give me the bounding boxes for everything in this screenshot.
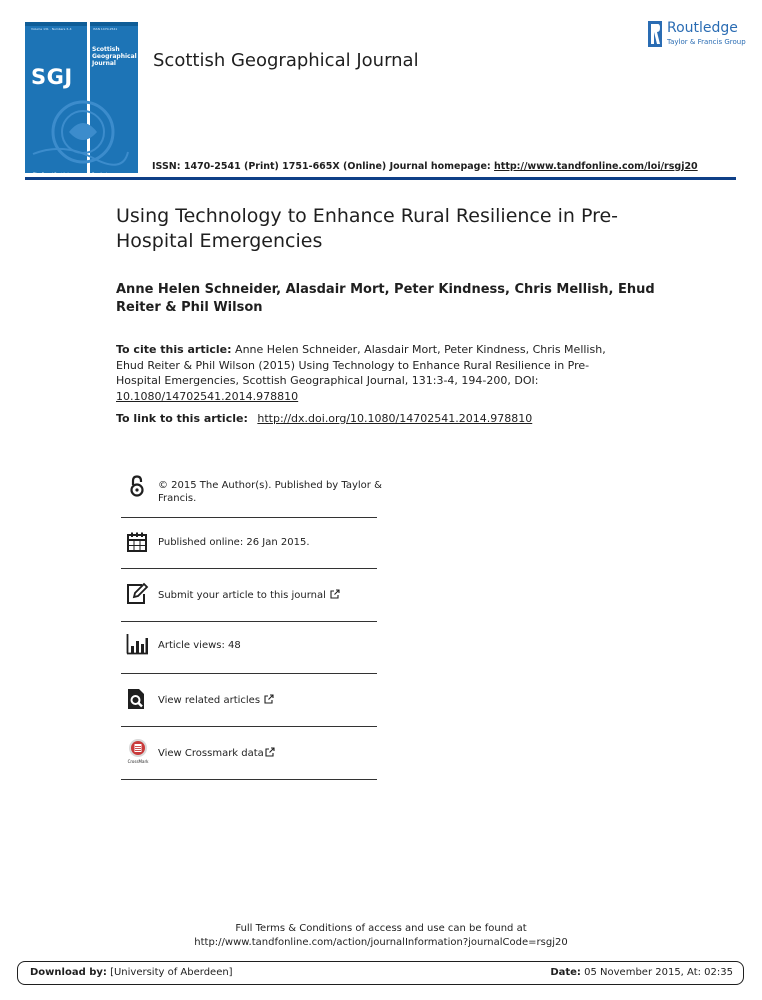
info-row-submit[interactable] bbox=[121, 569, 377, 622]
cover-abbrev: SGJ bbox=[31, 65, 73, 89]
info-row-related[interactable] bbox=[121, 674, 377, 727]
article-info-box bbox=[121, 466, 382, 780]
cover-society: The Royal Scottish bbox=[33, 172, 71, 177]
crossmark-badge-text: CrossMark bbox=[127, 759, 149, 764]
download-institution: [University of Aberdeen] bbox=[110, 967, 233, 978]
edit-icon bbox=[126, 583, 148, 605]
info-row-views bbox=[121, 622, 377, 674]
journal-name: Scottish Geographical Journal bbox=[153, 50, 419, 71]
cite-label: To cite this article: bbox=[116, 343, 232, 356]
bar-chart-icon bbox=[126, 633, 148, 655]
cover-volume-note: Volume 131 · Numbers 3–4 bbox=[31, 27, 72, 31]
article-authors: Anne Helen Schneider, Alasdair Mort, Peter Kindness, Chris Mellish, Ehud Reiter & Phil Wilson bbox=[116, 282, 655, 315]
submit-article-label: Submit your article to this journal bbox=[158, 590, 326, 601]
citation-block bbox=[116, 342, 616, 404]
cover-publisher: Routledge bbox=[92, 172, 113, 177]
crossmark-icon bbox=[126, 738, 150, 766]
cover-seal-graphic bbox=[33, 102, 128, 168]
publisher-name: Routledge bbox=[667, 20, 738, 36]
terms-notice bbox=[0, 922, 762, 950]
routledge-logo-icon bbox=[648, 21, 662, 47]
cover-issn-note: ISSN 1470-2541 bbox=[93, 27, 118, 31]
published-date-text: Published online: 26 Jan 2015. bbox=[158, 537, 310, 548]
crossmark-link[interactable] bbox=[158, 747, 383, 760]
issn-line bbox=[152, 161, 698, 172]
header-divider bbox=[25, 177, 736, 180]
download-label: Download by: bbox=[30, 967, 107, 978]
related-articles-label: View related articles bbox=[158, 695, 261, 706]
external-link-icon bbox=[265, 747, 275, 757]
terms-url[interactable]: http://www.tandfonline.com/action/journalInformation?journalCode=rsgj20 bbox=[194, 937, 568, 948]
article-views-text: Article views: 48 bbox=[158, 640, 241, 651]
article-title: Using Technology to Enhance Rural Resilience in Pre-Hospital Emergencies bbox=[116, 205, 619, 252]
date-label: Date: bbox=[550, 967, 581, 978]
terms-line-1: Full Terms & Conditions of access and use can be found at bbox=[235, 923, 527, 934]
issn-text: ISSN: 1470-2541 (Print) 1751-665X (Online) Journal homepage: bbox=[152, 161, 491, 172]
journal-cover bbox=[25, 22, 138, 177]
date-value: 05 November 2015, At: 02:35 bbox=[584, 967, 733, 978]
open-access-text: © 2015 The Author(s). Published by Taylor & Francis. bbox=[158, 480, 382, 504]
journal-homepage-link[interactable]: http://www.tandfonline.com/loi/rsgj20 bbox=[494, 161, 698, 172]
cite-doi-link[interactable]: 10.1080/14702541.2014.978810 bbox=[116, 389, 299, 403]
calendar-icon bbox=[126, 531, 148, 553]
info-row-crossmark[interactable] bbox=[121, 727, 377, 780]
external-link-icon bbox=[330, 589, 340, 599]
download-date bbox=[550, 967, 733, 978]
article-link-line bbox=[116, 412, 532, 425]
external-link-icon bbox=[264, 694, 274, 704]
download-info-bar bbox=[17, 961, 744, 985]
info-row-published bbox=[121, 518, 377, 569]
cite-text: Anne Helen Schneider, Alasdair Mort, Peter Kindness, Chris Mellish, Ehud Reiter & Phil Wilson (2015) Using Technology to Enhance Rural Resilience in Pre-Hospital Emergencies, Scottish Geographical Journal, 131:3-4, 194-200, DOI: bbox=[116, 343, 606, 387]
info-row-open-access bbox=[121, 466, 382, 518]
related-search-icon bbox=[126, 688, 148, 710]
cover-top-bar bbox=[25, 22, 138, 26]
cover-journal-title: Scottish Geographical Journal bbox=[92, 46, 137, 67]
crossmark-label: View Crossmark data bbox=[158, 748, 264, 759]
download-by bbox=[30, 967, 233, 978]
link-label: To link to this article: bbox=[116, 412, 248, 425]
publisher-subtitle: Taylor & Francis Group bbox=[667, 38, 746, 46]
article-doi-url[interactable]: http://dx.doi.org/10.1080/14702541.2014.978810 bbox=[257, 412, 533, 425]
open-access-icon bbox=[126, 475, 148, 497]
related-articles-link[interactable] bbox=[158, 694, 383, 707]
submit-article-link[interactable] bbox=[158, 589, 383, 602]
publisher-logo[interactable] bbox=[648, 20, 748, 50]
